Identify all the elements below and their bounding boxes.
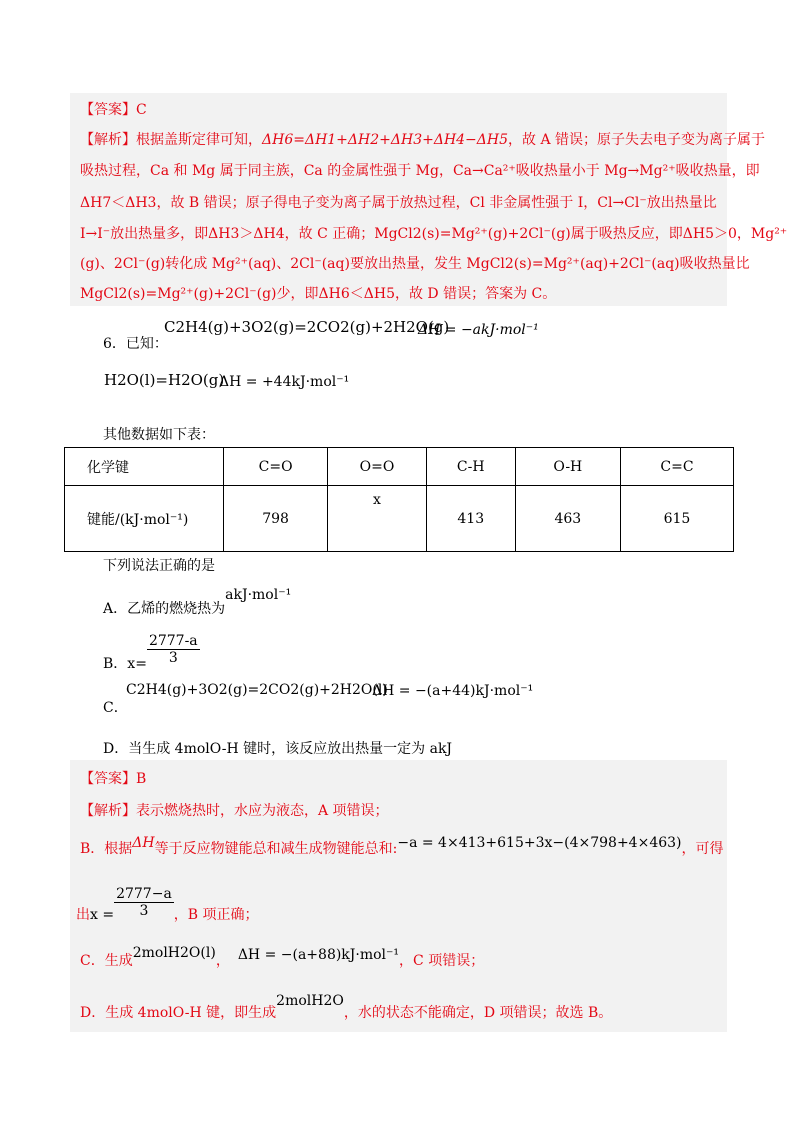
table-row (65, 486, 734, 552)
analysis-text: D．生成 4molO-H 键，即生成 (80, 1005, 277, 1021)
analysis-line-c (80, 945, 721, 970)
analysis-line-d (80, 993, 721, 1022)
analysis-text: ，水的状态不能确定，D 项错误；故选 B。 (343, 1005, 613, 1021)
analysis-text: ，C 项错误； (399, 953, 485, 969)
question-number: 6．已知： (103, 336, 168, 352)
answer-tag: 【答案】 (80, 102, 136, 118)
table-header-cell: C-H (426, 448, 515, 486)
enthalpy-value: ΔH = −(a+88)kJ·mol⁻¹ (237, 947, 400, 963)
water-amount: 2molH2O(l) (132, 945, 216, 961)
analysis-line-1 (80, 129, 766, 149)
fraction-numerator: 2777−a (116, 886, 172, 902)
analysis-line-4: I→I⁻放出热量多，即ΔH3＞ΔH4，故 C 正确；MgCl2(s)=Mg²⁺(g)+2Cl⁻(g)属于吸热反应，即ΔH5＞0，Mg²⁺ (80, 226, 788, 242)
option-c-enthalpy: ΔH = −(a+44)kJ·mol⁻¹ (372, 683, 534, 699)
analysis-line-6: MgCl2(s)=Mg²⁺(g)+2Cl⁻(g)少，即ΔH6＜ΔH5，故 D 错误；答案为 C。 (80, 286, 557, 302)
analysis-text: 出 (76, 906, 90, 923)
water-amount: 2molH2O (276, 993, 344, 1009)
table-header-row (65, 448, 734, 486)
table-cell: 615 (620, 486, 733, 552)
table-intro: 其他数据如下表： (103, 427, 215, 443)
answer-line (80, 99, 721, 119)
answer-value: B (136, 771, 147, 787)
fraction-denominator: 3 (168, 650, 178, 666)
table-row-label: 键能/(kJ·mol⁻¹) (65, 486, 224, 552)
analysis-line-b (80, 835, 724, 858)
analysis-tag: 【解析】 (80, 132, 136, 148)
equation-1-enthalpy: ΔH = −akJ·mol⁻¹ (418, 322, 539, 338)
question-prompt: 下列说法正确的是 (103, 558, 215, 574)
fraction-numerator: 2777-a (148, 633, 198, 649)
table-cell: 798 (224, 486, 328, 552)
option-b-fraction (147, 633, 200, 666)
answer-fraction (114, 886, 174, 919)
analysis-line-5: (g)、2Cl⁻(g)转化成 Mg²⁺(aq)、2Cl⁻(aq)要放出热量，发生 MgCl2(s)=Mg²⁺(aq)+2Cl⁻(aq)吸收热量比 (80, 256, 750, 272)
analysis-text: ，B 项正确； (173, 906, 259, 923)
bond-energy-equation: −a = 4×413+615+3x−(4×798+4×463) (397, 835, 682, 851)
analysis-equation: ΔH6=ΔH1+ΔH2+ΔH3+ΔH4−ΔH5 (262, 132, 509, 148)
analysis-tag: 【解析】 (80, 803, 136, 819)
option-b-lhs: x= (127, 655, 147, 672)
delta-h-symbol: ΔH (132, 835, 155, 851)
analysis-text: ，可得 (681, 841, 724, 857)
analysis-text: ，故 A 错误；原子失去电子变为离子属于 (508, 132, 766, 148)
analysis-text: 根据盖斯定律可知， (136, 132, 262, 148)
equation-1: C2H4(g)+3O2(g)=2CO2(g)+2H2O(g) (164, 318, 450, 336)
table-header-cell: 化学键 (65, 448, 224, 486)
option-a (103, 587, 292, 618)
analysis-line-3: ΔH7＜ΔH3，故 B 错误；原子得电子变为离子属于放热过程，Cl 非金属性强于 I，Cl→Cl⁻放出热量比 (80, 195, 717, 211)
answer-line (80, 768, 721, 788)
fraction-denominator: 3 (139, 903, 149, 919)
table-cell: 463 (515, 486, 620, 552)
analysis-text: 表示燃烧热时，水应为液态，A 项错误； (136, 803, 389, 819)
option-c-label: C． (103, 700, 128, 716)
table-cell: x (328, 486, 427, 552)
table-header-cell: O=O (328, 448, 427, 486)
answer-box-q6 (70, 760, 727, 1032)
analysis-text: B．根据 (80, 841, 133, 857)
answer-box-q5 (70, 93, 788, 306)
option-b-label: B． (103, 655, 128, 672)
table-cell: 413 (426, 486, 515, 552)
analysis-text: 等于反应物键能总和减生成物键能总和: (154, 841, 398, 857)
option-a-value: akJ·mol⁻¹ (225, 587, 292, 603)
option-d: D．当生成 4molO-H 键时，该反应放出热量一定为 akJ (103, 741, 453, 757)
analysis-text: ， (215, 953, 230, 969)
answer-value: C (136, 102, 147, 118)
option-c-equation: C2H4(g)+3O2(g)=2CO2(g)+2H2O(l) (126, 682, 388, 698)
analysis-line-2: 吸热过程，Ca 和 Mg 属于同主族，Ca 的金属性强于 Mg，Ca→Ca²⁺吸收热量小于 Mg→Mg²⁺吸收热量，即 (80, 163, 760, 179)
fraction-lhs: x = (90, 906, 115, 923)
option-b (103, 633, 200, 672)
analysis-line-b2 (76, 886, 721, 923)
equation-2: H2O(l)=H2O(g) (104, 371, 225, 389)
analysis-text: C．生成 (80, 953, 133, 969)
option-a-text: A．乙烯的燃烧热为 (103, 601, 226, 617)
answer-tag: 【答案】 (80, 771, 136, 787)
equation-2-enthalpy: ΔH = +44kJ·mol⁻¹ (219, 374, 350, 390)
analysis-line-1 (80, 800, 721, 820)
table-header-cell: O-H (515, 448, 620, 486)
table-header-cell: C=O (224, 448, 328, 486)
table-header-cell: C=C (620, 448, 733, 486)
bond-energy-table (64, 447, 734, 552)
